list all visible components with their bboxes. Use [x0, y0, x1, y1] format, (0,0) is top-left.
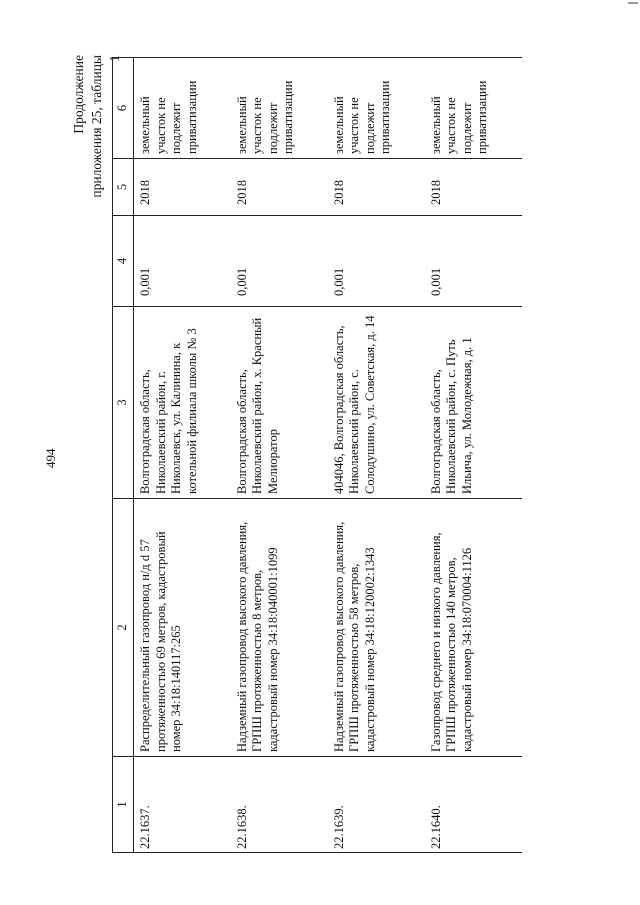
column-header: 3 — [113, 307, 134, 499]
column-header: 2 — [113, 499, 134, 757]
object-year: 2018 — [231, 159, 328, 216]
object-year: 2018 — [134, 159, 231, 216]
object-note: земельный участок не подлежит приватизации — [231, 58, 328, 159]
object-address: Волгоградская область, Николаевский район, г. Николаевск, ул. Калинина, к котельной филиала школы № 3 — [134, 307, 231, 499]
column-header: 4 — [113, 216, 134, 307]
object-value: 0,001 — [231, 216, 328, 307]
object-description: Надземный газопровод высокого давления, ГРПШ протяженностью 8 метров, кадастровый номер 34:18:040001:1099 — [231, 499, 328, 757]
row-number: 22.1639. — [328, 757, 425, 853]
object-description: Распределительный газопровод н/д d 57 протяженностью 69 метров, кадастровый номер 34:18:140117:265 — [134, 499, 231, 757]
continuation-title: Продолжение приложения 25, таблицы 1 — [71, 55, 122, 198]
column-header: 1 — [113, 757, 134, 853]
row-number: 22.1640. — [425, 757, 522, 853]
page-number: 494 — [43, 448, 58, 468]
row-number: 22.1638. — [231, 757, 328, 853]
object-description: Газопровод среднего и низкого давления, ГРПШ протяженностью 140 метров, кадастровый номер 34:18:070004:1126 — [425, 499, 522, 757]
object-note: земельный участок не подлежит приватизации — [425, 58, 522, 159]
table-row — [328, 58, 425, 853]
object-description: Надземный газопровод высокого давления, ГРПШ протяженностью 58 метров, кадастровый номер 34:18:120002:1343 — [328, 499, 425, 757]
column-header: 6 — [113, 58, 134, 159]
table-row — [231, 58, 328, 853]
header-row — [113, 58, 134, 853]
object-address: Волгоградская область, Николаевский район, с. Путь Ильича, ул. Молодежная, д. 1 — [425, 307, 522, 499]
table-row — [425, 58, 522, 853]
object-note: земельный участок не подлежит приватизации — [328, 58, 425, 159]
object-note: земельный участок не подлежит приватизации — [134, 58, 231, 159]
object-value: 0,001 — [134, 216, 231, 307]
object-year: 2018 — [328, 159, 425, 216]
property-table — [112, 57, 522, 853]
object-year: 2018 — [425, 159, 522, 216]
object-address: Волгоградская область, Николаевский район, х. Красный Мелиоратор — [231, 307, 328, 499]
row-number: 22.1637. — [134, 757, 231, 853]
object-value: 0,001 — [425, 216, 522, 307]
object-value: 0,001 — [328, 216, 425, 307]
table-row — [134, 58, 231, 853]
object-address: 404046, Волгоградская область, Николаевский район, с. Солодушино, ул. Советская, д. 14 — [328, 307, 425, 499]
column-header: 5 — [113, 159, 134, 216]
